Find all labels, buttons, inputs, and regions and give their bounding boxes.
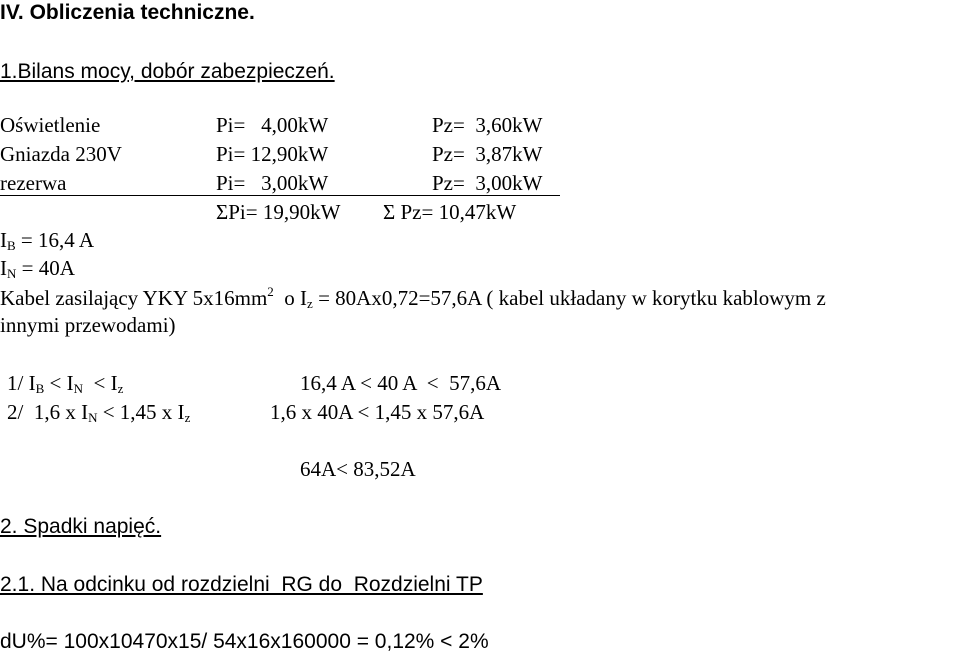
section-1-title: 1.Bilans mocy, dobór zabezpieczeń. [0, 60, 335, 83]
section-2-1-title: 2.1. Na odcinku od rozdzielni RG do Rozdzielni TP [0, 573, 483, 596]
row-name: Gniazda 230V [0, 142, 122, 166]
document-heading: IV. Obliczenia techniczne. [0, 1, 255, 24]
in-line [0, 258, 75, 279]
row-pz: Pz= 3,87kW [432, 142, 543, 166]
cable-superscript: 2 [267, 284, 274, 299]
formula-text: < 1,45 x I [97, 400, 185, 424]
row-pi: Pi= 12,90kW [216, 142, 329, 166]
condition-2-formula [7, 402, 190, 423]
formula-subscript: z [117, 381, 124, 396]
formula-subscript: B [35, 381, 45, 396]
condition-1-formula [7, 373, 123, 394]
formula-text: < I [44, 371, 74, 395]
formula-subscript: z [184, 410, 191, 425]
cable-text: o I [273, 286, 308, 310]
condition-2-result: 64A< 83,52A [300, 457, 416, 481]
row-pz: Pz= 3,00kW [432, 171, 543, 195]
formula-subscript: N [73, 381, 83, 396]
voltage-drop-formula: dU%= 100x10470x15/ 54x16x160000 = 0,12% < 2% [0, 630, 489, 653]
formula-text: 1/ I [7, 371, 36, 395]
ib-value: = 16,4 A [15, 228, 95, 252]
formula-subscript: N [88, 410, 98, 425]
cable-text: = 80Ax0,72=57,6A ( kabel układany w korytku kablowym z [312, 286, 826, 310]
cable-line-2: innymi przewodami) [0, 313, 176, 337]
row-name: Oświetlenie [0, 113, 101, 137]
section-2-title: 2. Spadki napięć. [0, 515, 162, 538]
row-pi: Pi= 4,00kW [216, 113, 329, 137]
in-value: = 40A [16, 256, 75, 280]
condition-1-value: 16,4 A < 40 A < 57,6A [300, 371, 502, 395]
cable-text: Kabel zasilający YKY 5x16mm [0, 286, 268, 310]
cable-line-1 [0, 284, 826, 311]
ib-line [0, 230, 94, 251]
sum-divider [0, 195, 560, 196]
row-pz: Pz= 3,60kW [432, 113, 543, 137]
cable-subscript: z [307, 296, 313, 311]
sum-pi: ΣPi= 19,90kW [216, 200, 341, 224]
sum-pz: Σ Pz= 10,47kW [383, 200, 517, 224]
in-symbol: I [0, 256, 7, 280]
ib-subscript: B [7, 238, 16, 253]
ib-symbol: I [0, 228, 7, 252]
condition-2-value: 1,6 x 40A < 1,45 x 57,6A [270, 400, 485, 424]
row-pi: Pi= 3,00kW [216, 171, 329, 195]
formula-text: < I [82, 371, 118, 395]
row-name: rezerwa [0, 171, 67, 195]
in-subscript: N [7, 266, 17, 281]
formula-text: 2/ 1,6 x I [7, 400, 89, 424]
